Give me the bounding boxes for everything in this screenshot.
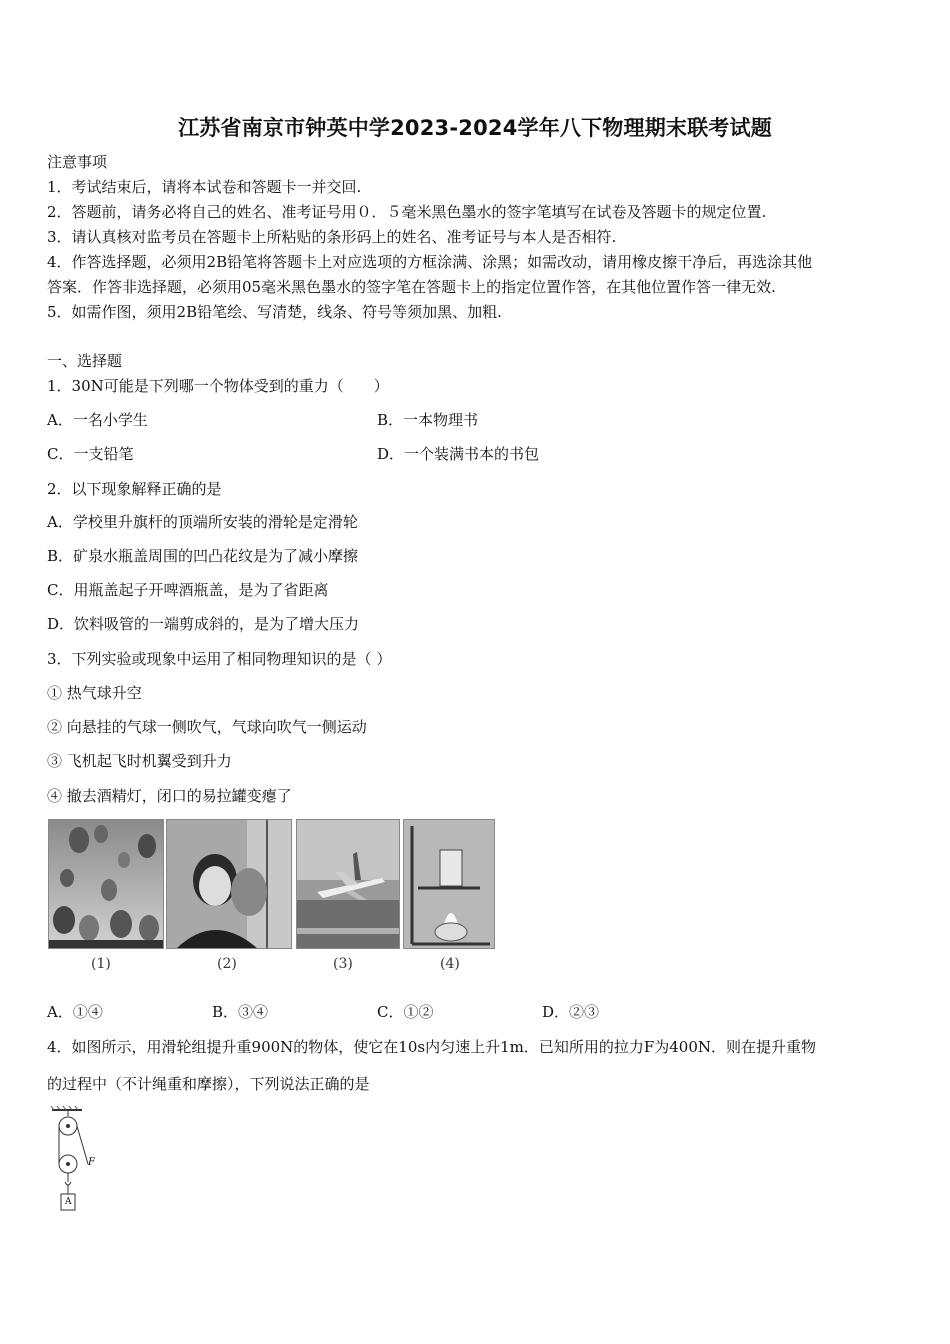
- notice-item: 2．答题前，请务必将自己的姓名、准考证号用０．５毫米黑色墨水的签字笔填写在试卷及答题卡的规定位置.: [47, 203, 767, 221]
- photo-caption: (4): [440, 956, 460, 972]
- q3-item: ④ 撤去酒精灯，闭口的易拉罐变瘪了: [47, 787, 292, 805]
- q2-option-b: B．矿泉水瓶盖周围的凹凸花纹是为了减小摩擦: [47, 547, 359, 565]
- q2-option-d: D．饮料吸管的一端剪成斜的，是为了增大压力: [47, 615, 360, 633]
- notice-heading: 注意事项: [47, 153, 108, 171]
- q1-option-a: A．一名小学生: [47, 411, 148, 429]
- airplane-takeoff-photo: [296, 819, 400, 949]
- q3-option-c: C．①②: [377, 1003, 434, 1021]
- q3-option-d: D．②③: [542, 1003, 600, 1021]
- pulley-system-diagram: [48, 1106, 108, 1214]
- can-heating-photo: [403, 819, 495, 949]
- photo-caption: (1): [91, 956, 111, 972]
- notice-item: 3．请认真核对监考员在答题卡上所粘贴的条形码上的姓名、准考证号与本人是否相符.: [47, 228, 617, 246]
- balloon-blowing-photo: [166, 819, 292, 949]
- notice-item: 5．如需作图，须用2B铅笔绘、写清楚，线条、符号等须加黑、加粗.: [47, 303, 502, 321]
- q1-option-b: B．一本物理书: [377, 411, 479, 429]
- notice-item: 4．作答选择题，必须用2B铅笔将答题卡上对应选项的方框涂满、涂黑；如需改动，请用橡皮擦干净后，再选涂其他: [47, 253, 813, 271]
- section-heading: 一、选择题: [47, 352, 123, 370]
- photo-caption: (2): [217, 956, 237, 972]
- q3-item: ② 向悬挂的气球一侧吹气，气球向吹气一侧运动: [47, 718, 367, 736]
- question-4-stem: 4．如图所示，用滑轮组提升重900N的物体，使它在10s内匀速上升1m．已知所用的拉力F为400N．则在提升重物: [47, 1038, 817, 1056]
- notice-item: 1．考试结束后，请将本试卷和答题卡一并交回.: [47, 178, 362, 196]
- weight-label: A: [65, 1197, 72, 1207]
- question-4-stem-cont: 的过程中（不计绳重和摩擦），下列说法正确的是: [47, 1075, 370, 1093]
- q2-option-c: C．用瓶盖起子开啤酒瓶盖，是为了省距离: [47, 581, 329, 599]
- question-3-stem: 3．下列实验或现象中运用了相同物理知识的是（ ）: [47, 650, 392, 668]
- notice-item: 答案．作答非选择题，必须用05毫米黑色墨水的签字笔在答题卡上的指定位置作答，在其他位置作答一律无效.: [47, 278, 776, 296]
- q3-item: ③ 飞机起飞时机翼受到升力: [47, 752, 232, 770]
- q1-option-c: C．一支铅笔: [47, 445, 134, 463]
- page-title: 江苏省南京市钟英中学2023-2024学年八下物理期末联考试题: [178, 116, 772, 140]
- q3-option-a: A．①④: [47, 1003, 103, 1021]
- question-1-stem: 1．30N可能是下列哪一个物体受到的重力（ ）: [47, 377, 389, 395]
- photo-caption: (3): [333, 956, 353, 972]
- question-2-stem: 2．以下现象解释正确的是: [47, 480, 222, 498]
- hot-air-balloons-photo: [48, 819, 164, 949]
- q3-option-b: B．③④: [212, 1003, 269, 1021]
- q1-option-d: D．一个装满书本的书包: [377, 445, 540, 463]
- q2-option-a: A．学校里升旗杆的顶端所安装的滑轮是定滑轮: [47, 513, 358, 531]
- q3-item: ① 热气球升空: [47, 684, 142, 702]
- force-label: F: [88, 1157, 95, 1168]
